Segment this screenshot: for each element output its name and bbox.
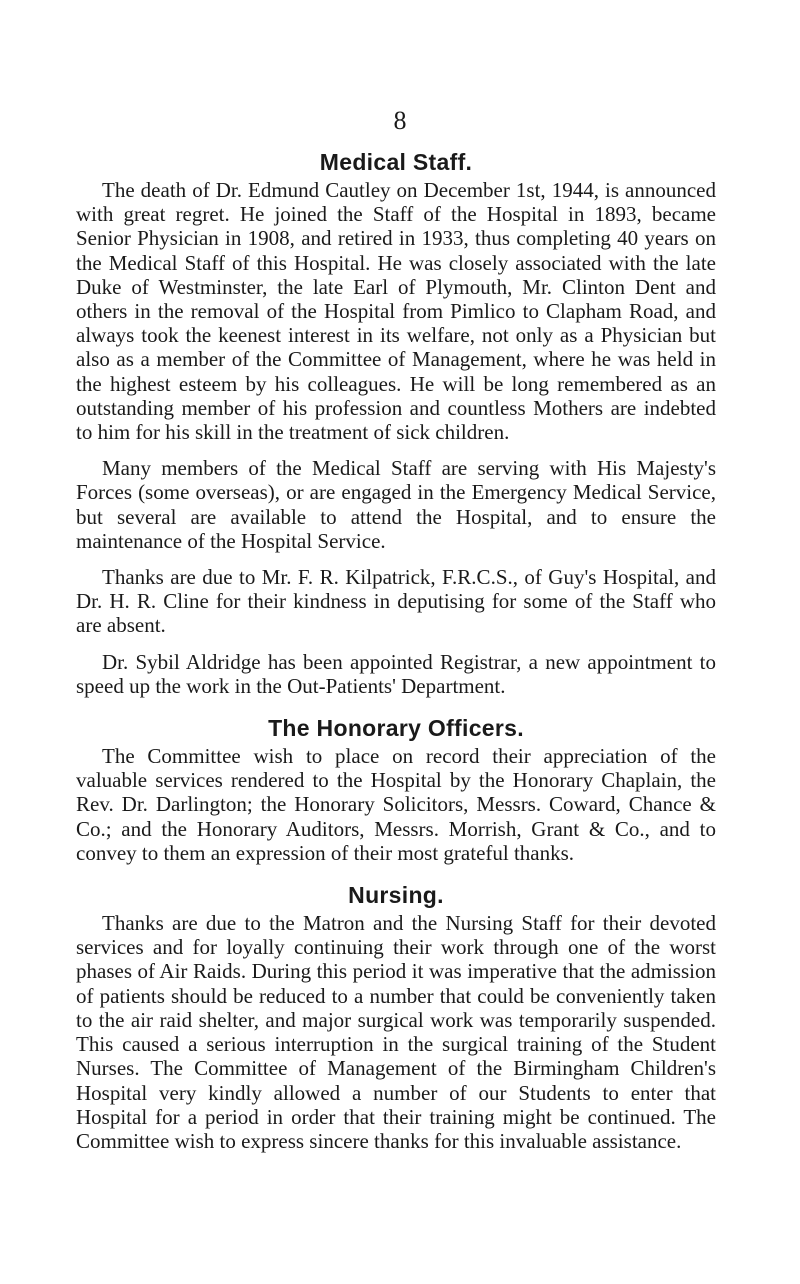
paragraph: Dr. Sybil Aldridge has been appointed Registrar, a new appointment to speed up the work in the Out-Patients' Department.	[76, 649, 716, 698]
paragraph: The Committee wish to place on record their appreciation of the valuable services rendered to the Hospital by the Honorary Chaplain, the Rev. Dr. Darlington; the Honorary Solicitors, Messrs. Coward, Chance & Co.; and the Honorary Auditors, Messrs. Morrish, Grant & Co., and to convey to them an expression of their most grateful thanks.	[76, 744, 716, 865]
paragraph: The death of Dr. Edmund Cautley on December 1st, 1944, is announced with great regret. He joined the Staff of the Hospital in 1893, became Senior Physician in 1908, and retired in 1933, thus completing 40 years on the Medical Staff of this Hospital. He was closely associated with the late Duke of Westminster, the late Earl of Plymouth, Mr. Clinton Dent and others in the removal of the Hospital from Pimlico to Clapham Road, and always took the keenest interest in its welfare, not only as a Physician but also as a member of the Committee of Management, where he was held in the highest esteem by his colleagues. He will be long remembered as an outstanding member of his profession and countless Mothers are indebted to him for his skill in the treatment of sick children.	[76, 178, 716, 445]
paragraph: Thanks are due to the Matron and the Nursing Staff for their devoted services and for loyally continuing their work through one of the worst phases of Air Raids. During this period it was imperative that the admission of patients should be reduced to a number that could be conveniently taken to the air raid shelter, and major surgical work was temporarily suspended. This caused a serious interruption in the surgical training of the Student Nurses. The Committee of Management of the Birmingham Children's Hospital very kindly allowed a number of our Students to enter that Hospital for a period in order that their training might be continued. The Committee wish to express sincere thanks for this invaluable assistance.	[76, 911, 716, 1153]
section-heading-nursing: Nursing.	[348, 882, 444, 909]
paragraph: Many members of the Medical Staff are serving with His Majesty's Forces (some overseas), or are engaged in the Emergency Medical Service, but several are available to attend the Hospital, and to ensure the maintenance of the Hospital Service.	[76, 456, 716, 553]
page-number: 8	[393, 106, 407, 135]
page-content	[76, 146, 716, 1153]
section-heading-honorary-officers: The Honorary Officers.	[268, 715, 524, 742]
section-heading-medical-staff: Medical Staff.	[319, 149, 473, 175]
paragraph: Thanks are due to Mr. F. R. Kilpatrick, F.R.C.S., of Guy's Hospital, and Dr. H. R. Cline for their kindness in deputising for some of the Staff who are absent.	[76, 565, 716, 638]
